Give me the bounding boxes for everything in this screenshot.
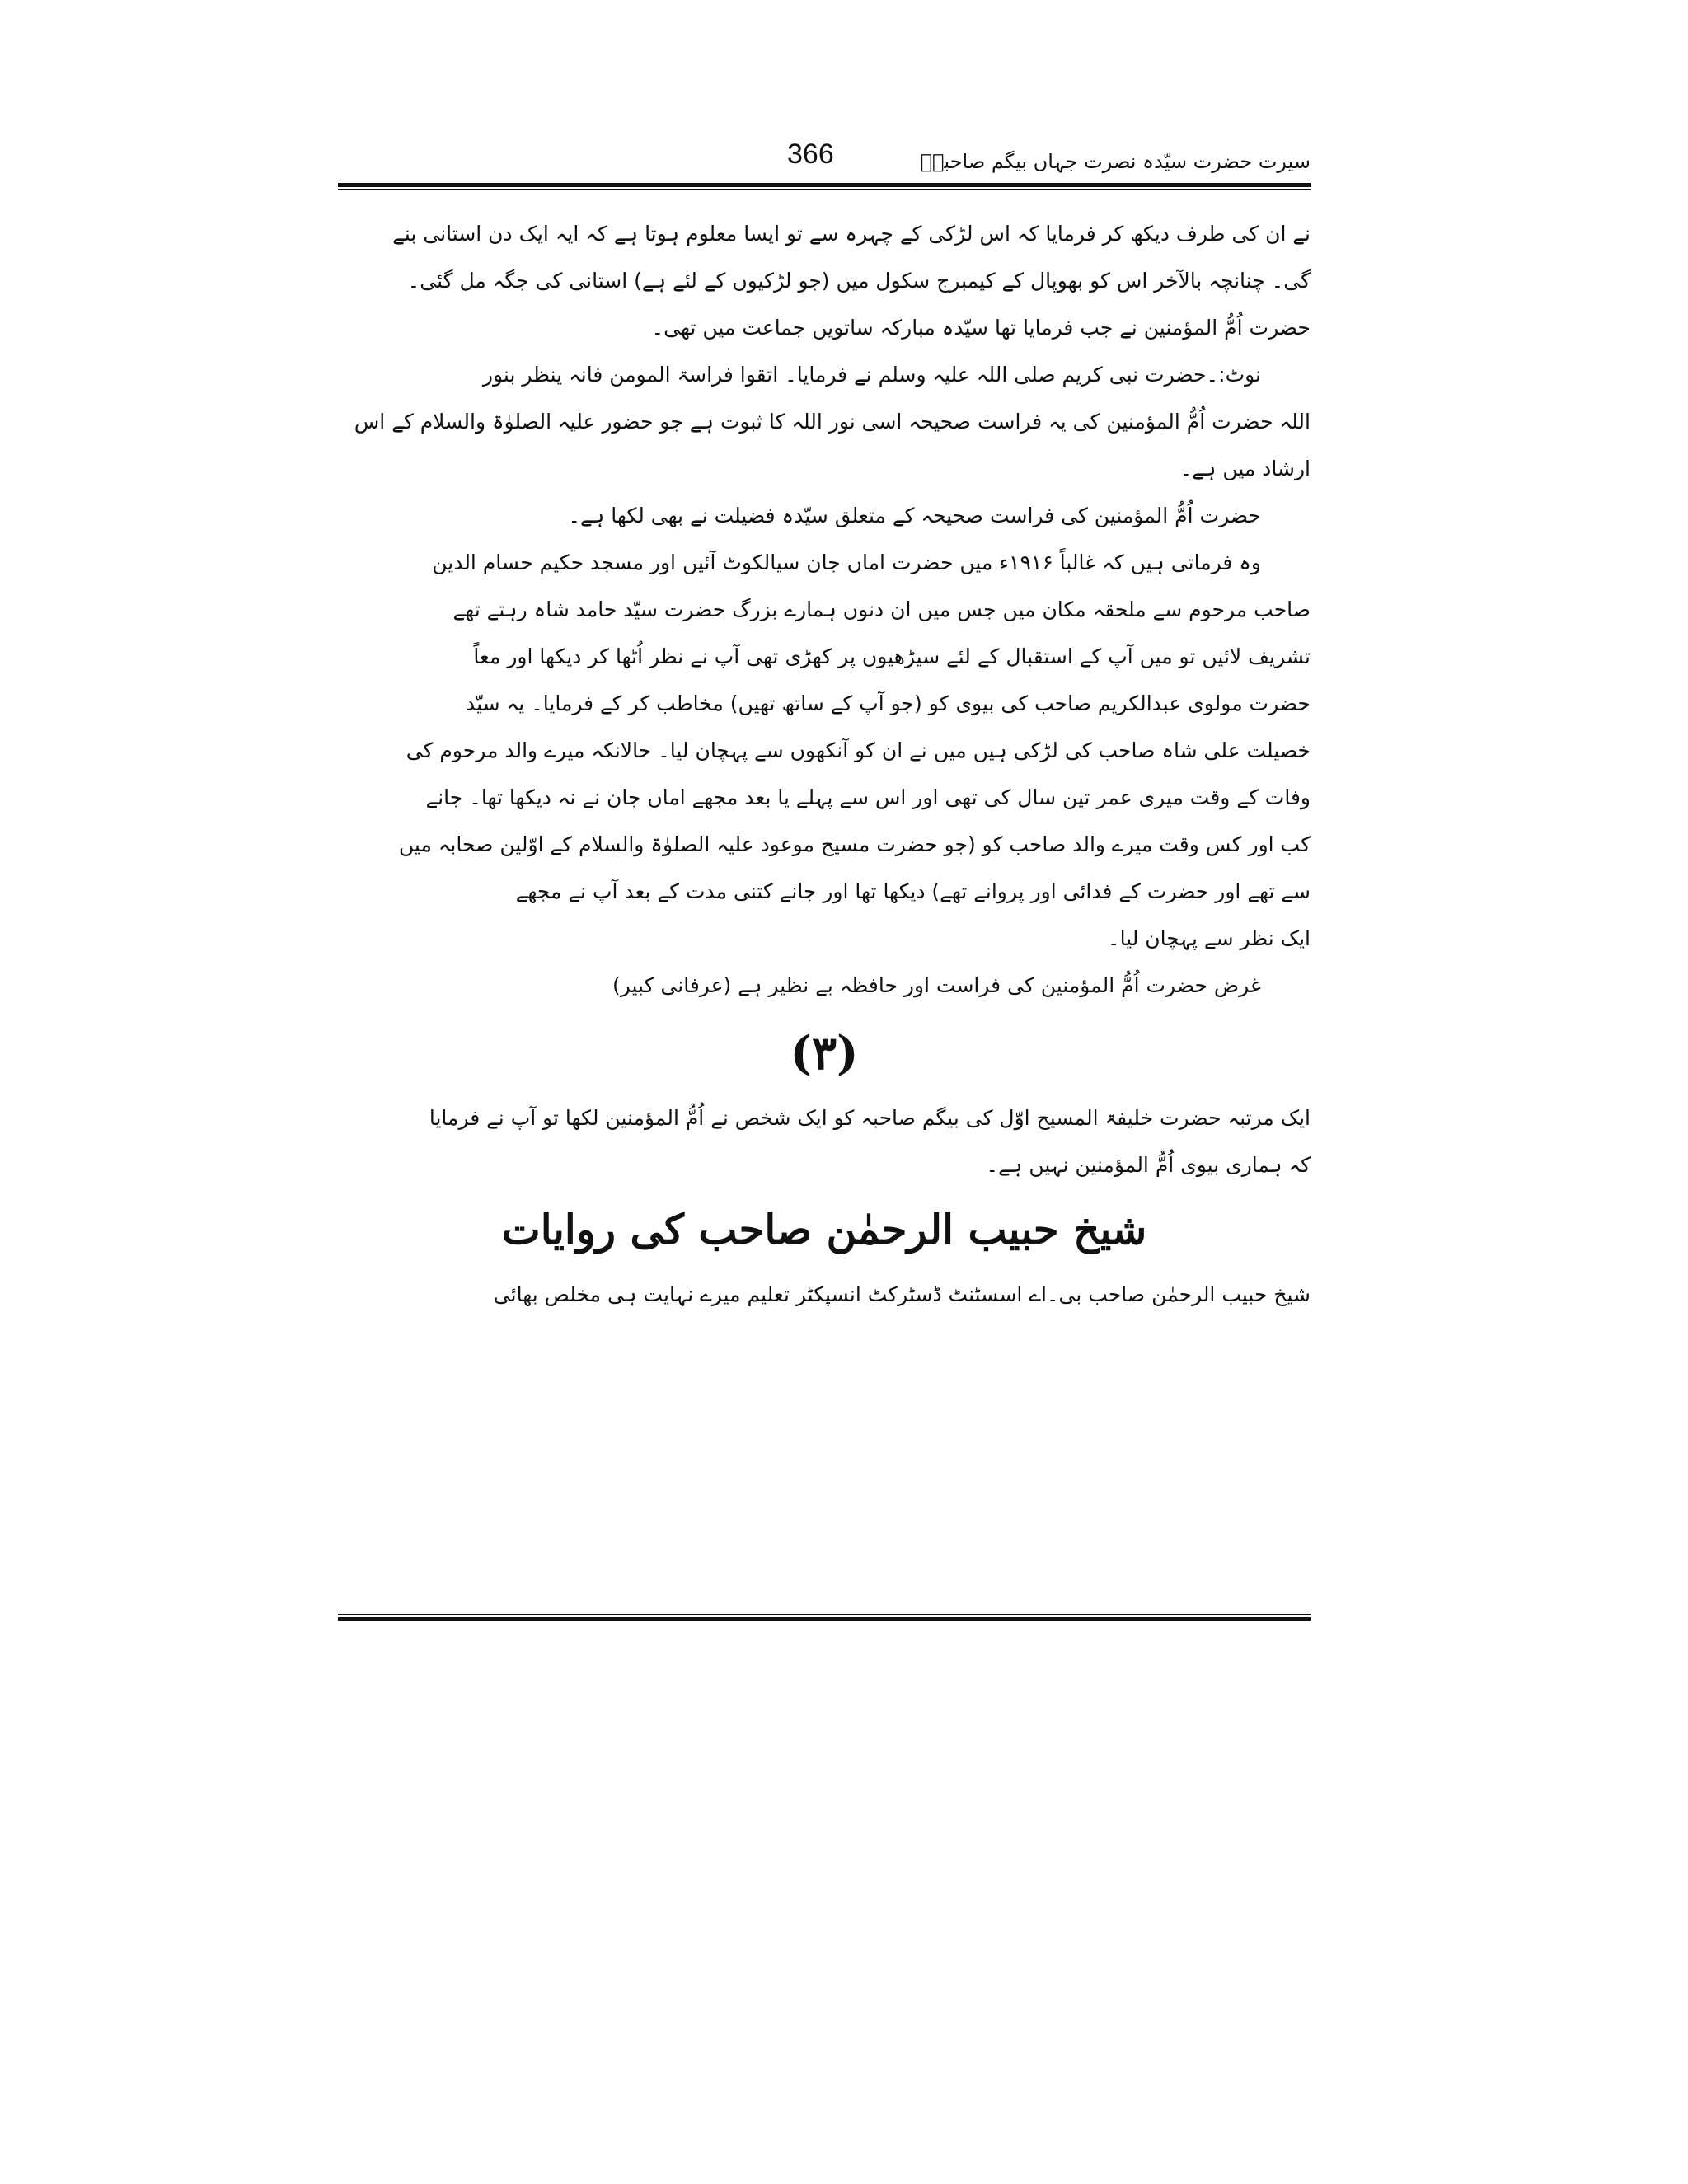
footer-rule (338, 1614, 1311, 1622)
text-line: وفات کے وقت میری عمر تین سال کی تھی اور اس سے پہلے یا بعد مجھے اماں جان نے نہ دیکھا تھا۔ جانے (425, 785, 1311, 809)
text-line: شیخ حبیب الرحمٰن صاحب بی۔اے اسسٹنٹ ڈسٹرکٹ انسپکٹر تعلیم میرے نہایت ہی مخلص بھائی (493, 1282, 1311, 1306)
section-number: (۳) (790, 1026, 859, 1080)
page-number: 366 (787, 138, 834, 170)
text-line: وہ فرماتی ہیں کہ غالباً ۱۹۱۶ء میں حضرت اماں جان سیالکوٹ آئیں اور مسجد حکیم حسام الدین (432, 551, 1261, 574)
note-line: نوٹ:۔حضرت نبی کریم صلی اللہ علیہ وسلم نے فرمایا۔ اتقوا فراسۃ المومن فانہ ینظر بنور (482, 363, 1261, 387)
text-line: غرض حضرت اُمُّ المؤمنین کی فراست اور حافظہ بے نظیر ہے (عرفانی کبیر) (612, 973, 1261, 997)
body-text (338, 210, 1311, 1318)
header-rule (338, 183, 1311, 191)
page-header (338, 138, 1311, 188)
text-line: صاحب مرحوم سے ملحقہ مکان میں جس میں ان دنوں ہمارے بزرگ حضرت سیّد حامد شاہ رہتے تھے (452, 598, 1311, 621)
text-line: کب اور کس وقت میرے والد صاحب کو (جو حضرت مسیح موعود علیہ الصلوٰۃ والسلام کے اوّلین صحابہ میں (398, 832, 1311, 856)
book-page (338, 124, 1311, 1624)
text-line: تشریف لائیں تو میں آپ کے استقبال کے لئے سیڑھیوں پر کھڑی تھی آپ نے نظر اُٹھا کر دیکھا اور معاً (473, 644, 1311, 668)
text-line: ایک نظر سے پہچان لیا۔ (1107, 926, 1311, 950)
text-line: گی۔ چنانچہ بالآخر اس کو بھوپال کے کیمبرج سکول میں (جو لڑکیوں کے لئے ہے) استانی کی جگہ مل گئی۔ (407, 269, 1311, 293)
text-line: حضرت مولوی عبدالکریم صاحب کی بیوی کو (جو آپ کے ساتھ تھیں) مخاطب کر کے فرمایا۔ یہ سیّد (465, 691, 1311, 715)
text-line: اللہ حضرت اُمُّ المؤمنین کی یہ فراست صحیحہ اسی نور اللہ کا ثبوت ہے جو حضور علیہ الصلوٰۃ والسلام کے اس (354, 410, 1311, 434)
text-line: حضرت اُمُّ المؤمنین نے جب فرمایا تھا سیّدہ مبارکہ ساتویں جماعت میں تھی۔ (651, 316, 1311, 340)
text-line: نے ان کی طرف دیکھ کر فرمایا کہ اس لڑکی کے چہرہ سے تو ایسا معلوم ہوتا ہے کہ ایہ ایک دن استانی بنے (392, 222, 1311, 246)
text-line: حضرت اُمُّ المؤمنین کی فراست صحیحہ کے متعلق سیّدہ فضیلت نے بھی لکھا ہے۔ (568, 504, 1261, 527)
running-title: سیرت حضرت سیّدہ نصرت جہاں بیگم صاحبہؓ (920, 150, 1311, 173)
text-line: خصیلت علی شاہ صاحب کی لڑکی ہیں میں نے ان کو آنکھوں سے پہچان لیا۔ حالانکہ میرے والد مرحوم کی (406, 738, 1311, 762)
text-line: ایک مرتبہ حضرت خلیفۃ المسیح اوّل کی بیگم صاحبہ کو ایک شخص نے اُمُّ المؤمنین لکھا تو آپ نے فرمایا (429, 1106, 1311, 1130)
text-line: ارشاد میں ہے۔ (1179, 457, 1311, 480)
section-heading: شیخ حبیب الرحمٰن صاحب کی روایات (501, 1205, 1147, 1254)
text-line: سے تھے اور حضرت کے فدائی اور پروانے تھے) دیکھا تھا اور جانے کتنی مدت کے بعد آپ نے مجھے (515, 879, 1311, 903)
text-line: کہ ہماری بیوی اُمُّ المؤمنین نہیں ہے۔ (986, 1153, 1311, 1177)
